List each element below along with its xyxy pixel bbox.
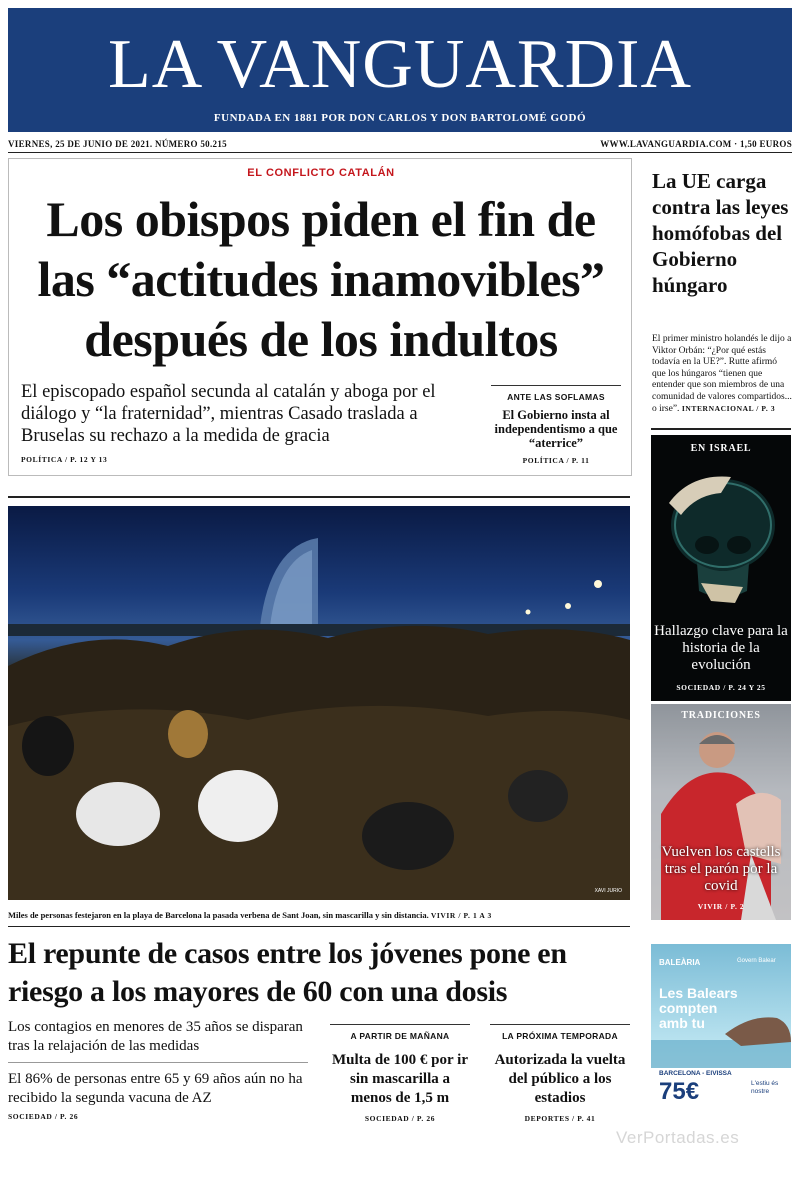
eu-body-text: El primer ministro holandés le dijo a Viktor Orbán: “¿Por qué estás todavía en la UE?”. Rutte afirmó que los húngaros “tienen que entender que son miembros de una comunidad de valores compartidos... o irse”. [652, 334, 792, 414]
tradiciones-feature [651, 704, 791, 920]
covid-subhead-1: Los contagios en menores de 35 años se disparan tras la relajación de las medidas [8, 1019, 303, 1054]
website-price: WWW.LAVANGUARDIA.COM · 1,50 EUROS [600, 139, 792, 149]
ad-brand: BALEÀRIA [659, 958, 701, 967]
photo-caption-ref: VIVIR / P. 1 A 3 [430, 911, 492, 920]
photo-caption-text: Miles de personas festejaron en la playa de Barcelona la pasada verbena de Sant Joan, sin mascarilla y sin distancia. [8, 910, 429, 920]
photo-caption [8, 910, 630, 920]
eu-headline: La UE carga contra las leyes homófobas del Gobierno húngaro [652, 169, 789, 297]
israel-kicker: EN ISRAEL [690, 443, 752, 454]
ad-price: 75€ [659, 1078, 700, 1105]
mask-brief-text: Multa de 100 € por ir sin mascarilla a menos de 1,5 m [332, 1052, 468, 1106]
israel-ref: SOCIEDAD / P. 24 Y 25 [676, 683, 766, 692]
beach-night-scene [8, 506, 630, 900]
lead-headline: Los obispos piden el fin de las “actitudes inamovibles” después de los indultos [37, 191, 605, 367]
israel-caption: Hallazgo clave para la historia de la evolución [654, 623, 788, 673]
israel-feature [651, 435, 791, 701]
divider [8, 1062, 308, 1063]
ad-slogan: Les Balears compten amb tu [659, 985, 738, 1031]
stadiums-brief [490, 1024, 630, 1123]
mask-brief-kicker: A PARTIR DE MAÑANA [350, 1031, 450, 1041]
stadiums-brief-ref: DEPORTES / P. 41 [524, 1114, 596, 1123]
dateline [8, 137, 792, 153]
founded-line: FUNDADA EN 1881 POR DON CARLOS Y DON BARTOLOMÉ GODÓ [213, 112, 587, 124]
ad-sponsor: Govern Balear [737, 958, 776, 964]
side-brief-ref: POLÍTICA / P. 11 [522, 456, 590, 465]
lead-story [8, 158, 632, 476]
eu-section-ref: INTERNACIONAL / P. 3 [681, 404, 776, 413]
lead-subhead: El episcopado español secunda al catalán y aboga por el diálogo y “la fraternidad”, mientras Casado traslada a Bruselas su rechazo a la medida de gracia [21, 382, 436, 446]
ad-route: BARCELONA - EIVISSA [659, 1070, 732, 1077]
covid-subhead-2: El 86% de personas entre 65 y 69 años aún no ha recibido la segunda vacuna de AZ [8, 1071, 303, 1106]
date-issue: VIERNES, 25 DE JUNIO DE 2021. NÚMERO 50.215 [8, 139, 227, 149]
divider [651, 428, 791, 430]
advertisement[interactable] [651, 944, 791, 1120]
ad-note: L'estiu és nostre [751, 1080, 779, 1095]
mask-fine-brief [330, 1024, 470, 1123]
mask-brief-ref: SOCIEDAD / P. 26 [364, 1114, 436, 1123]
masthead [8, 8, 792, 132]
tradiciones-ref: VIVIR / P. 2 [697, 902, 745, 911]
tradiciones-caption: Vuelven los castells tras el parón por la covid [661, 844, 781, 894]
lead-kicker: EL CONFLICTO CATALÁN [247, 167, 395, 179]
covid-headline: El repunte de casos entre los jóvenes pone en riesgo a los mayores de 60 con una dosis [8, 937, 567, 1008]
site-watermark: VerPortadas.es [616, 1128, 740, 1147]
beach-party-photo [8, 506, 630, 900]
skull-fossil-image [651, 463, 791, 623]
eu-body [652, 334, 792, 416]
divider [8, 496, 630, 498]
side-brief-text: El Gobierno insta al independentismo a que “aterrice” [494, 408, 618, 450]
stadiums-brief-text: Autorizada la vuelta del público a los estadios [494, 1052, 626, 1106]
divider [8, 152, 792, 153]
side-brief-kicker: ANTE LAS SOFLAMAS [507, 392, 605, 402]
lead-side-brief [491, 385, 621, 465]
tradiciones-kicker: TRADICIONES [681, 710, 761, 721]
stadiums-brief-kicker: LA PRÓXIMA TEMPORADA [502, 1031, 618, 1041]
divider [8, 926, 630, 927]
photo-credit: XAVI JURIO [594, 888, 622, 894]
lead-section-ref: POLÍTICA / P. 12 Y 13 [21, 455, 108, 464]
covid-section-ref: SOCIEDAD / P. 26 [8, 1112, 79, 1121]
newspaper-logo: LA VANGUARDIA [107, 26, 693, 103]
